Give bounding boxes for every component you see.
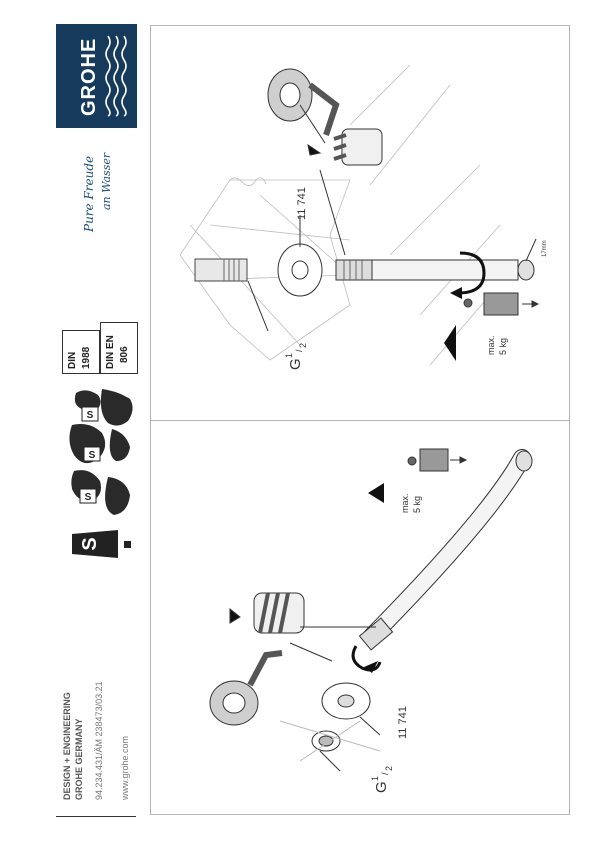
svg-text:S: S [79,537,101,551]
din-badge [62,330,100,374]
world-map-icon [62,385,142,535]
brand-name: GROHE [78,37,100,116]
din-year: 1988 [81,346,92,369]
wrap-arrow-icon [230,609,240,623]
brand-tagline-2: an Wasser [100,152,113,210]
svg-text:2: 2 [384,765,394,771]
footer-rule [56,816,136,817]
svg-text:S: S [88,450,96,461]
svg-text:G: G [373,781,390,793]
wall-nut [280,721,380,761]
rosette-part [322,683,370,719]
svg-text:2: 2 [298,342,308,348]
din-en-label: DIN EN [105,335,116,369]
max-weight-value: 5 kg [412,495,422,513]
svg-text:S: S [86,410,94,421]
weight-icon [408,449,466,471]
shower-arm [336,260,534,280]
footer-url: www.grohe.com [120,735,130,800]
svg-text:1: 1 [284,352,294,358]
thread-size-label [284,343,308,370]
din-en-badge [100,322,138,374]
threaded-connector [230,593,304,633]
footer-code: 94.234.431/ÄM 238473/03.21 [94,681,104,800]
top-installation-figure [150,25,570,420]
svg-text:/: / [294,349,304,352]
part-number-label: 11 741 [296,187,308,220]
svg-text:G: G [287,358,304,370]
ptfe-tape-roll-icon [268,69,336,135]
thread-size-label [370,766,394,793]
max-weight-value: 5 kg [498,337,508,355]
footer-design: DESIGN + ENGINEERING [62,692,72,800]
ptfe-tape-roll-icon [210,653,282,725]
brand-logo [56,24,137,128]
svg-text:/: / [380,772,390,775]
din-en-number: 806 [119,346,130,363]
svg-text:S: S [84,492,92,503]
max-label: max. [400,493,410,513]
part-number-label: 11 741 [397,706,409,739]
warning-triangle-icon [368,483,384,503]
brand-tagline-1: Pure Freude [82,155,96,232]
rosette-part [278,244,322,296]
svg-text:1: 1 [370,775,380,781]
wrench-size-label: 17mm [542,240,548,257]
bottom-installation-figure [150,421,570,815]
footer-company: GROHE GERMANY [74,718,84,800]
wall-pipe [195,259,247,281]
wrap-arrow-icon [308,145,320,155]
din-label: DIN [67,351,78,369]
wall-tiles [180,65,500,365]
warning-triangle-icon [444,325,456,361]
s-warning-icon [70,530,134,558]
weight-icon [464,293,538,315]
max-label: max. [486,335,496,355]
